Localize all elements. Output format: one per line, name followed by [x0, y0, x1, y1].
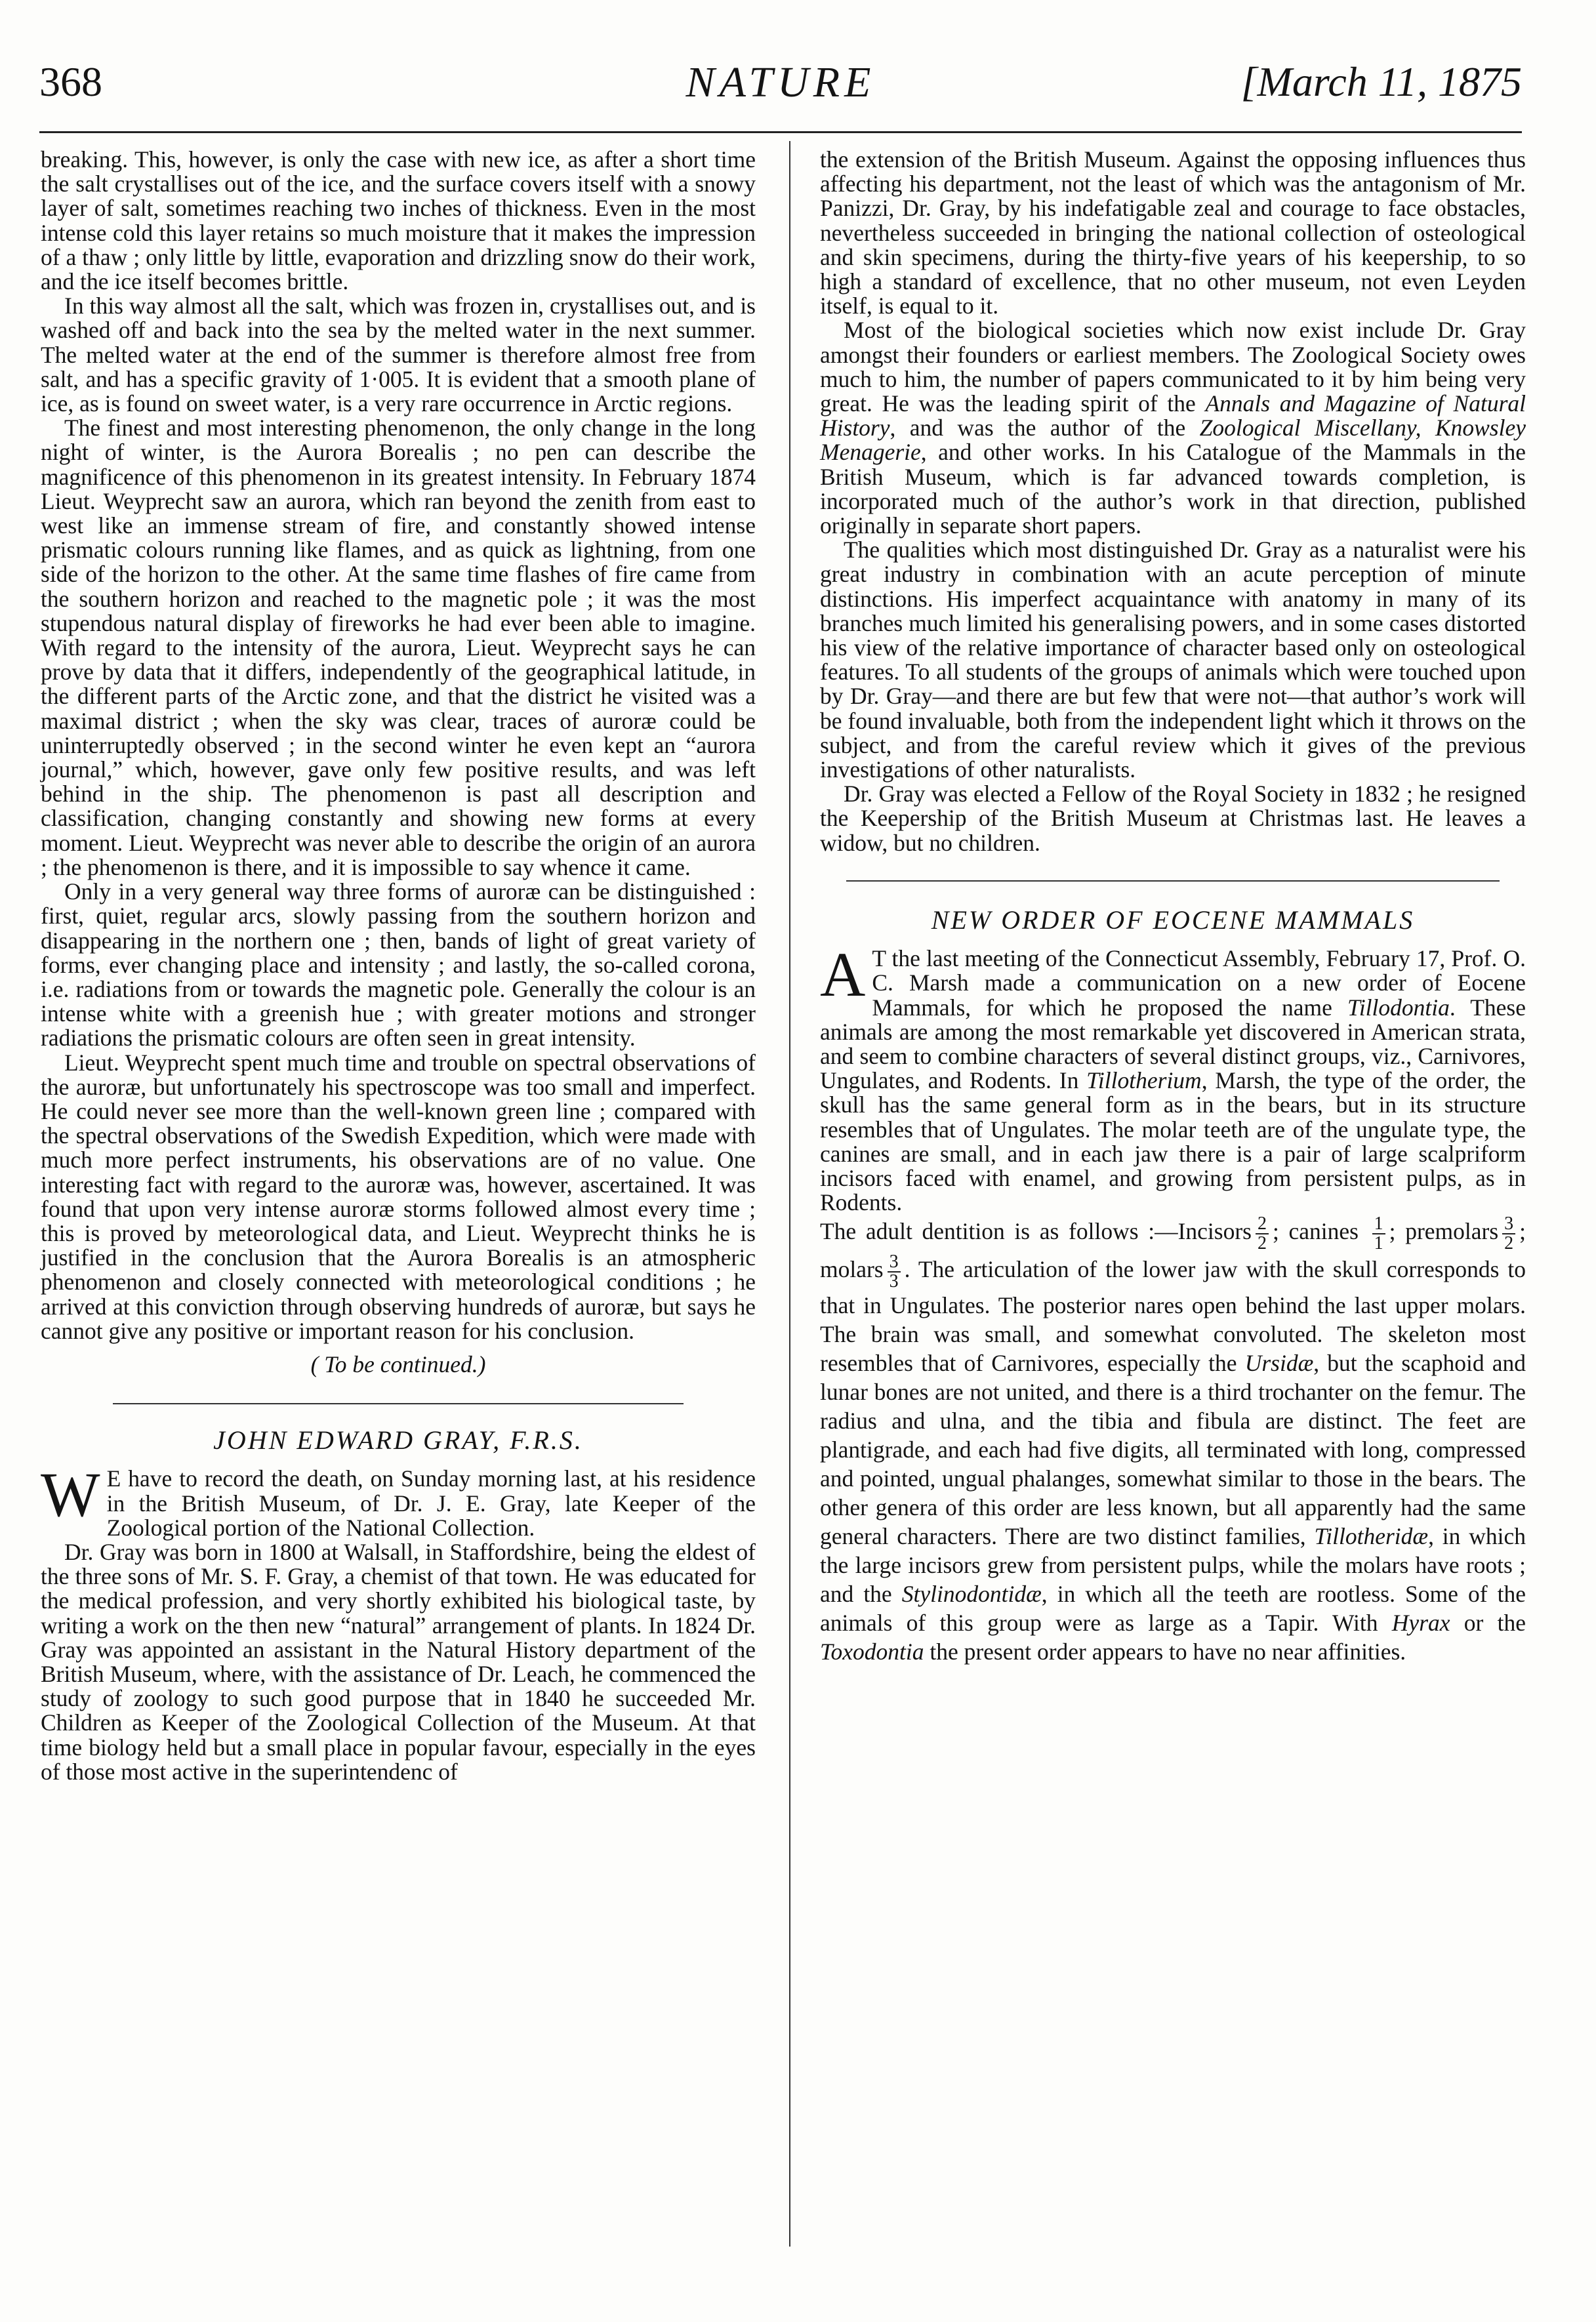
fraction — [888, 1253, 901, 1291]
text: , in which all the teeth are rootless. Some of the animals of this group were as large as a Tapir. With — [820, 1581, 1526, 1637]
section-title-eocene: NEW ORDER OF EOCENE MAMMALS — [931, 905, 1415, 935]
paragraph: Only in a very general way three forms of auroræ can be distinguished : first, quiet, regular arcs, slowly passing from the southern horizon and disappearing in the northern one ; then, bands of light of great variety of forms, ever changing place and intensity ; and lastly, the so-called corona, i.e. radiations from or towards the magnetic pole. Generally the colour is an intense white with a greenish hue ; with greater motions and stronger radiations the prismatic colours are often seen in great intensity. — [41, 878, 756, 1051]
paragraph: Dr. Gray was born in 1800 at Walsall, in Staffordshire, being the eldest of the three sons of Mr. S. F. Gray, a chemist of that town. He was educated for the medical profession, and very shortly exhibited his biological taste, by writing a work on the then new “natural” arrangement of plants. In 1824 Dr. Gray was appointed an assistant in the Natural History department of the British Museum, where, with the assistance of Dr. Leach, he commenced the study of zoology to such good purpose that in 1840 he succeeded Mr. Children as Keeper of the Zoological Collection of the Museum. At that time biology held but a small place in popular favour, especially in the eyes of those most active in the superintendenc of — [41, 1538, 756, 1785]
italic-text: Tillotherium — [1086, 1067, 1202, 1094]
italic-text: Stylinodontidæ — [901, 1581, 1042, 1608]
text: the present order appears to have no near affinities. — [924, 1639, 1406, 1665]
paragraph — [820, 318, 1526, 538]
fraction-top: 1 — [1372, 1215, 1385, 1234]
left-column — [41, 148, 756, 1784]
right-column — [820, 148, 1526, 1666]
section-title-gray: JOHN EDWARD GRAY, F.R.S. — [213, 1425, 583, 1456]
paragraph — [820, 1215, 1526, 1666]
fraction — [1256, 1215, 1269, 1253]
paragraph: the extension of the British Museum. Against the opposing influences thus affecting his department, not the least of which was the antagonism of Mr. Panizzi, Dr. Gray, by his indefatigable zeal and courage to face obstacles, nevertheless succeeded in bringing the national collection of osteological and skin specimens, during the thirty-five years of his keepership, to so high a standard of excellence, that no other museum, not even Leyden itself, is equal to it. — [820, 146, 1526, 319]
journal-title: NATURE — [685, 58, 876, 106]
fraction-bottom: 2 — [1504, 1233, 1514, 1254]
paragraph: In this way almost all the salt, which was frozen in, crystallises out, and is washed off and back into the sea by the melted water in the next summer. The melted water at the end of the summer is therefore almost free from salt, and has a specific gravity of 1·005. It is evident that a smooth plane of ice, as is found on sweet water, is a very rare occurrence in Arctic regions. — [41, 293, 756, 417]
text: , and other works. In his Catalogue of the Mammals in the British Museum, which is far advanced towards completion, is incorporated much of the author’s work in that direction, published originally in separate short papers. — [820, 439, 1526, 539]
fraction-bottom: 3 — [889, 1271, 899, 1292]
fraction — [1372, 1215, 1385, 1253]
paragraph-text: E have to record the death, on Sunday morning last, at his residence in the British Museum, of Dr. J. E. Gray, late Keeper of the Zoological portion of the National Collection. — [106, 1465, 756, 1541]
column-divider — [789, 141, 790, 2247]
paragraph — [41, 1459, 756, 1541]
text: , in which the large incisors grew from persistent pulps, while the molars have roots ; and the — [820, 1523, 1526, 1608]
text: , and was the author of the — [890, 415, 1200, 441]
fraction — [1502, 1215, 1515, 1253]
fraction-top: 3 — [1502, 1215, 1515, 1234]
page-number: 368 — [39, 58, 102, 105]
text: T the last meeting of the Connecticut Assembly, February 17, Prof. O. C. Marsh made a communication on a new order of Eocene Mammals, for which he proposed the name — [872, 945, 1526, 1021]
italic-text: Toxodontia — [820, 1639, 924, 1665]
text: ; premolars — [1389, 1218, 1499, 1245]
section-rule — [113, 1403, 684, 1404]
text: ; canines — [1272, 1218, 1359, 1245]
fraction-top: 3 — [888, 1253, 901, 1273]
paragraph: breaking. This, however, is only the case with new ice, as after a short time the salt crystallises out of the ice, and the surface covers itself with a snowy layer of salt, sometimes reaching two inches of thickness. Even in the most intense cold this layer retains so much moisture that it makes the impression of a thaw ; only little by little, evaporation and drizzling snow do their work, and the ice itself becomes brittle. — [41, 146, 756, 295]
italic-text: Tillodontia — [1347, 994, 1450, 1021]
text: ; molars — [820, 1218, 1526, 1283]
text: . These animals are among the most remarkable yet discovered in American strata, and seem to combine characters of several distinct groups, viz., Carnivores, Ungulates, and Rodents. In — [820, 994, 1526, 1094]
italic-text: Ursidæ — [1244, 1350, 1314, 1377]
fraction-bottom: 2 — [1257, 1233, 1267, 1254]
paragraph: Dr. Gray was elected a Fellow of the Royal Society in 1832 ; he resigned the Keepership of the British Museum at Christmas last. He leaves a widow, but no children. — [820, 781, 1526, 856]
drop-cap: A — [820, 939, 866, 1010]
italic-text: Zoological Miscellany, Knowsley Menagerie — [820, 415, 1526, 466]
paragraph: The finest and most interesting phenomenon, the only change in the long night of winter, is the Aurora Borealis ; no pen can describe the magnificence of this phenomenon in its greatest intensity. In February 1874 Lieut. Weyprecht saw an aurora, which ran beyond the zenith from east to west like an immense stream of fire, and constantly showed intense prismatic colours running like flames, and as quick as lightning, from one side of the horizon to the other. At the same time flashes of fire came from the southern horizon and reached to the magnetic pole ; it was the most stupendous natural display of fireworks he had ever been able to imagine. With regard to the intensity of the aurora, Lieut. Weyprecht says he can prove by data that it differs, independently of the geographical latitude, in the different parts of the Arctic zone, and that the district he visited was a maximal district ; when the sky was clear, traces of auroræ could be uninterruptedly observed ; in the second winter he even kept an “aurora journal,” which, however, gave only few positive results, and was left behind in the ship. The phenomenon is past all description and classification, changing constantly and showing new forms at every moment. Lieut. Weyprecht was never able to describe the origin of an aurora ; the phenomenon is there, and it is impossible to say whence it came. — [41, 415, 756, 880]
issue-date: [March 11, 1875 — [1240, 58, 1522, 105]
paragraph: The qualities which most distinguished Dr. Gray as a naturalist were his great industry in combination with an acute perception of minute distinctions. His imperfect acquaintance with anatomy in many of its branches much limited his generalising powers, and in some cases distorted his view of the relative importance of character based only on osteological features. To all students of the groups of animals which were touched upon by Dr. Gray—and there are but few that were not—that author’s work will be found invaluable, both from the independent light which it throws on the subject, and from the careful review which it gives of the previous investigations of other naturalists. — [820, 537, 1526, 783]
paragraph: Lieut. Weyprecht spent much time and trouble on spectral observations of the auroræ, but unfortunately his spectroscope was too small and imperfect. He could never see more than the well-known green line ; compared with the spectral observations of the Swedish Expedition, which were made with much more perfect instruments, his observations are of no value. One interesting fact with regard to the auroræ was, however, ascertained. It was found that upon very intense auroræ storms followed almost every time ; this is proved by meteorological data, and Lieut. Weyprecht thinks he is justified in the conclusion that the Aurora Borealis is an atmospheric phenomenon and closely connected with meteorological conditions ; he arrived at this conviction through observing hundreds of auroræ, but says he cannot give any positive or important reason for his conclusion. — [41, 1049, 756, 1344]
fraction-top: 2 — [1256, 1215, 1269, 1234]
italic-text: Annals and Magazine of Natural History — [820, 390, 1526, 441]
paragraph — [820, 939, 1526, 1216]
page-header — [39, 52, 1522, 133]
italic-text: Hyrax — [1391, 1610, 1450, 1637]
fraction-bottom: 1 — [1374, 1233, 1383, 1254]
drop-cap: W — [41, 1459, 100, 1530]
section-rule — [846, 880, 1500, 882]
text: , but the scaphoid and lunar bones are not united, and there is a third trochanter on the femur. The radius and ulna, and the tibia and fibula are distinct. The feet are plantigrade, and each had five digits, all terminated with long, compressed and pointed, ungual phalanges, somewhat similar to those in the bears. The other genera of this order are less known, but all apparently had the same general characters. There are two distinct families, — [820, 1350, 1526, 1550]
italic-text: Tillotheridæ — [1314, 1523, 1429, 1550]
text: , Marsh, the type of the order, the skull has the same general form as in the bears, but in its structure resembles that of Ungulates. The molar teeth are of the ungulate type, the canines are small, and in each jaw there is a pair of large scalpriform incisors faced with enamel, and growing from persistent pulps, as in Rodents. — [820, 1067, 1526, 1216]
continued-note: ( To be continued.) — [310, 1351, 486, 1377]
text: The adult dentition is as follows :—Incisors — [820, 1218, 1252, 1245]
text: Most of the biological societies which now exist include Dr. Gray amongst their founders or earliest members. The Zoological Society owes much to him, the number of papers communicated to it by him being very great. He was the leading spirit of the — [820, 317, 1526, 417]
text: or the — [1450, 1610, 1526, 1637]
text: . The articulation of the lower jaw with the skull corresponds to that in Ungulates. The posterior nares open behind the last upper molars. The brain was small, and somewhat convoluted. The skeleton most resembles that of Carnivores, especially the — [820, 1256, 1526, 1377]
